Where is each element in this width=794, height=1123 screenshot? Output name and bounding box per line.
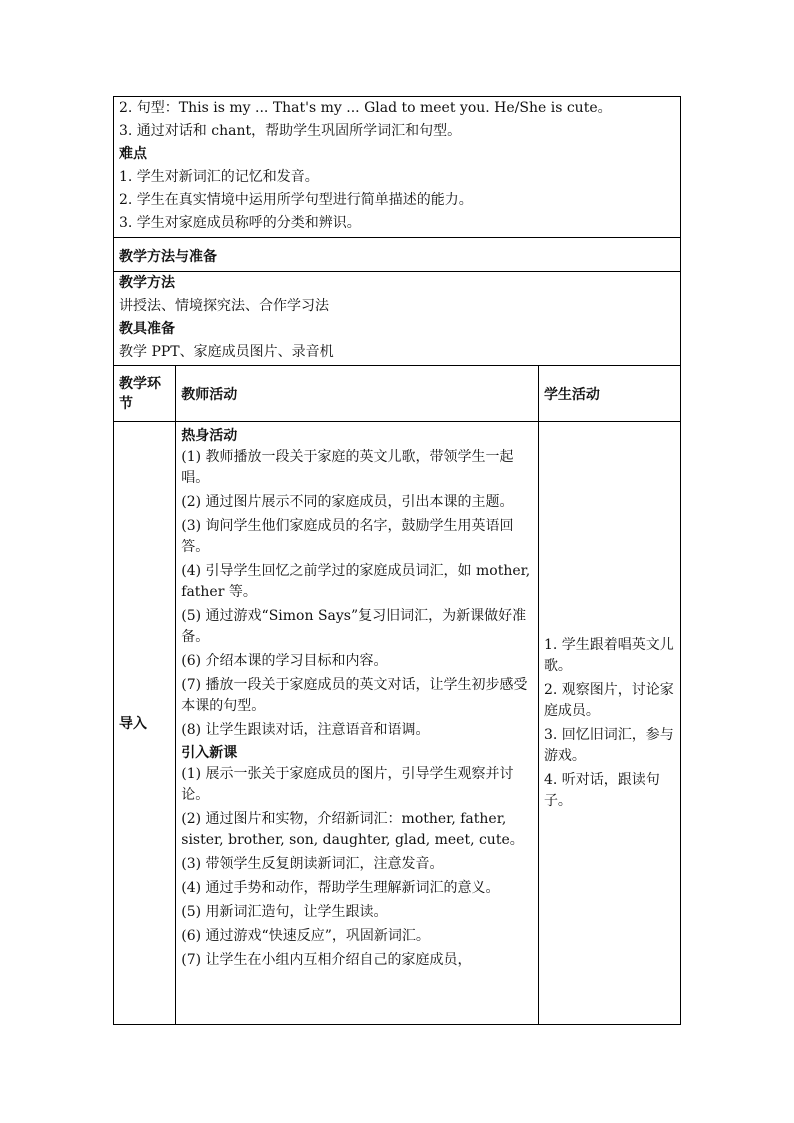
difficulty-item: 3. 学生对家庭成员称呼的分类和辨识。 bbox=[119, 215, 361, 231]
intro-row bbox=[114, 422, 681, 1025]
warmup-item: (5) 通过游戏“Simon Says”复习旧词汇，为新课做好准备。 bbox=[181, 608, 527, 645]
student-activity-cell bbox=[538, 422, 680, 1025]
stage-header: 教学环节 bbox=[114, 366, 176, 422]
student-item: 3. 回忆旧词汇，参与游戏。 bbox=[543, 726, 674, 764]
key-points-row bbox=[114, 97, 681, 238]
warmup-item: (1) 教师播放一段关于家庭的英文儿歌，带领学生一起唱。 bbox=[181, 449, 514, 486]
student-item: 2. 观察图片，讨论家庭成员。 bbox=[543, 681, 674, 719]
warmup-item: (4) 引导学生回忆之前学过的家庭成员词汇，如 mother, father 等。 bbox=[181, 563, 531, 600]
warmup-item: (2) 通过图片展示不同的家庭成员，引出本课的主题。 bbox=[181, 494, 514, 510]
warmup-item: (6) 介绍本课的学习目标和内容。 bbox=[181, 653, 388, 669]
tools-text: 教学 PPT、家庭成员图片、录音机 bbox=[119, 344, 334, 360]
methods-content-row bbox=[114, 272, 681, 366]
methods-label: 教学方法 bbox=[119, 275, 175, 291]
methods-section-title: 教学方法与准备 bbox=[119, 249, 217, 265]
student-activity-header: 学生活动 bbox=[538, 366, 680, 422]
methods-text: 讲授法、情境探究法、合作学习法 bbox=[119, 298, 329, 314]
warmup-item: (8) 让学生跟读对话，注意语音和语调。 bbox=[181, 722, 430, 738]
tools-label: 教具准备 bbox=[119, 321, 175, 337]
sentence-pattern-line: 2. 句型：This is my ... That's my ... Glad to meet you. He/She is cute。 bbox=[119, 100, 612, 116]
warmup-title: 热身活动 bbox=[181, 428, 238, 444]
lesson-plan-table bbox=[113, 96, 681, 1025]
new-lesson-item: (1) 展示一张关于家庭成员的图片，引导学生观察并讨论。 bbox=[181, 766, 514, 803]
new-lesson-item: (6) 通过游戏“快速反应”，巩固新词汇。 bbox=[181, 928, 430, 944]
new-lesson-item: (5) 用新词汇造句，让学生跟读。 bbox=[181, 904, 388, 920]
teacher-activity-cell bbox=[176, 422, 539, 1025]
chant-line: 3. 通过对话和 chant，帮助学生巩固所学词汇和句型。 bbox=[119, 123, 462, 139]
methods-title-row bbox=[114, 238, 681, 272]
warmup-item: (7) 播放一段关于家庭成员的英文对话，让学生初步感受本课的句型。 bbox=[181, 677, 528, 714]
stage-intro: 导入 bbox=[114, 422, 176, 1025]
warmup-item: (3) 询问学生他们家庭成员的名字，鼓励学生用英语回答。 bbox=[181, 518, 514, 555]
difficulty-title: 难点 bbox=[119, 146, 147, 162]
difficulty-item: 2. 学生在真实情境中运用所学句型进行简单描述的能力。 bbox=[119, 192, 473, 208]
new-lesson-item: (2) 通过图片和实物，介绍新词汇：mother, father, sister, brother, son, daughter, glad, meet, cute。 bbox=[181, 811, 524, 848]
new-lesson-item: (4) 通过手势和动作，帮助学生理解新词汇的意义。 bbox=[181, 880, 500, 896]
new-lesson-item: (7) 让学生在小组内互相介绍自己的家庭成员， bbox=[181, 952, 472, 968]
new-lesson-title: 引入新课 bbox=[181, 745, 238, 761]
student-item: 1. 学生跟着唱英文儿歌。 bbox=[543, 636, 674, 674]
difficulty-item: 1. 学生对新词汇的记忆和发音。 bbox=[119, 169, 319, 185]
new-lesson-item: (3) 带领学生反复朗读新词汇，注意发音。 bbox=[181, 856, 444, 872]
teacher-activity-header: 教师活动 bbox=[176, 366, 539, 422]
activity-header-row bbox=[114, 366, 681, 422]
student-item: 4. 听对话，跟读句子。 bbox=[543, 771, 660, 809]
